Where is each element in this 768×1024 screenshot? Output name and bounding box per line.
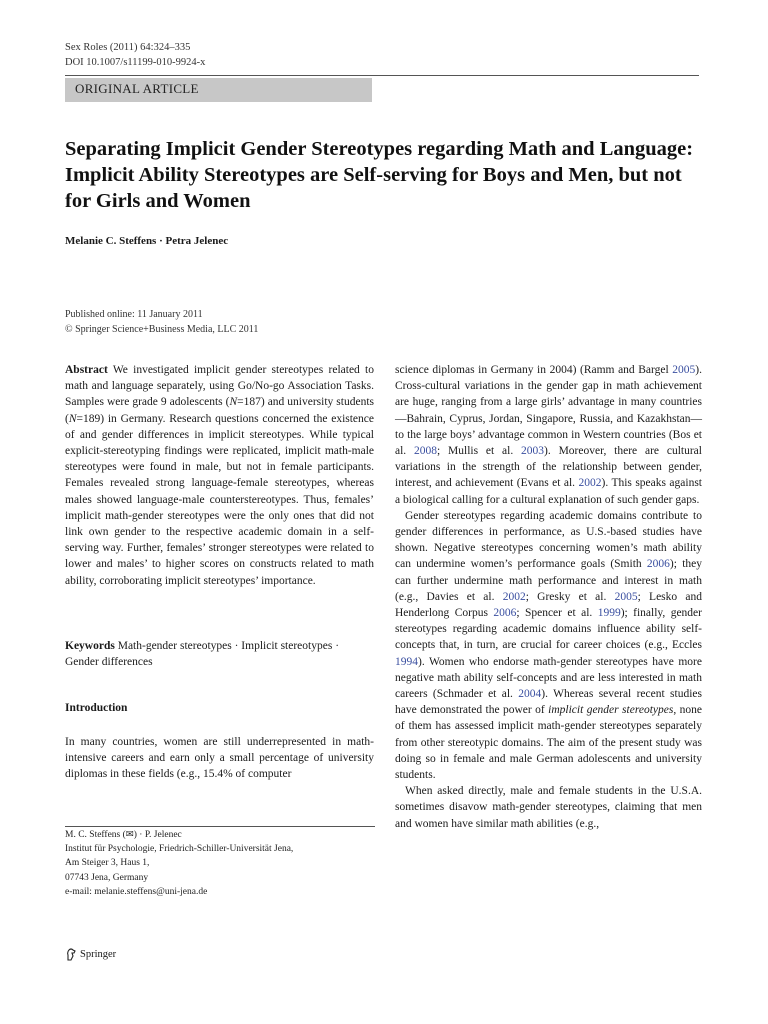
paragraph-1: science diplomas in Germany in 2004) (Ramm and Bargel 2005). Cross-cultural variations in the gender gap in math achievement are huge, ranging from a large girls’ advantage in many countries—Bahrain, Cyprus, Jordan, Singapore, Russia, and Kazakhstan—to the large boys’ advantage common in Western countries (Bos et al. 2008; Mullis et al. 2003). Moreover, there are cultural variations in the strength of the relationship between gender, interest, and achievement (Evans et al. 2002). This speaks against a biological calling for a cultural explanation of such gender gaps. [395, 364, 702, 506]
citation-link[interactable]: 2002 [578, 477, 602, 490]
doi[interactable]: DOI 10.1007/s11199-010-9924-x [65, 57, 206, 68]
footnote-rule [65, 826, 375, 827]
copyright: © Springer Science+Business Media, LLC 2011 [65, 324, 259, 335]
citation-link[interactable]: 1999 [597, 607, 621, 620]
paragraph-2: Gender stereotypes regarding academic domains contribute to gender differences in performance, as U.S.-based studies have shown. Negative stereotypes concerning women’s math ability can undermine women’s performance goals (Smith 2006); they can further undermine math performance and interest in math (e.g., Davies et al. 2002; Gresky et al. 2005; Lesko and Henderlong Corpus 2006; Spencer et al. 1999); finally, gender stereotypes regarding academic domains influence ability self-concepts that, in turn, are crucial for career choices (e.g., Eccles 1994). Women who endorse math-gender stereotypes have more negative math ability self-concepts and are less interested in math careers (Schmader et al. 2004). Whereas several recent studies have demonstrated the power of implicit gender stereotypes, none of them has assessed implicit math-gender stereotypes separately from other stereotypic domains. The aim of the present study was doing so in female and male German adolescents and university students. [395, 509, 703, 782]
paragraph-3: When asked directly, male and female students in the U.S.A. sometimes disavow math-gender stereotypes, claiming that men and women have similar math abilities (e.g., [395, 785, 702, 830]
paper-title: Separating Implicit Gender Stereotypes regarding Math and Language: Implicit Ability Stereotypes are Self-serving for Boys and Men, but not for Girls and Women [65, 138, 694, 212]
right-column [395, 362, 702, 832]
citation-link[interactable]: 2006 [493, 607, 517, 620]
article-type-banner [65, 78, 372, 102]
publisher-logo [65, 948, 116, 961]
citation-link[interactable]: 1994 [395, 655, 418, 668]
citation-link[interactable]: 2008 [414, 445, 438, 458]
intro-paragraph: In many countries, women are still underrepresented in math-intensive careers and earn only a small percentage of university diplomas in these fields (e.g., 15.4% of computer [65, 736, 374, 781]
publication-info [65, 307, 258, 337]
keywords [65, 638, 374, 670]
author-footnote: M. C. Steffens (✉) · P. Jelenec Institut für Psychologie, Friedrich-Schiller-Universität Jena, Am Steiger 3, Haus 1, 07743 Jena, Germany e-mail: melanie.steffens@uni-jena.de [65, 828, 293, 899]
keywords-text: Math-gender stereotypes · Implicit stereotypes · Gender differences [65, 640, 340, 669]
citation-link[interactable]: 2004 [518, 688, 542, 701]
publisher-name: Springer [80, 949, 117, 960]
section-heading-introduction: Introduction [65, 702, 128, 714]
springer-horse-icon [65, 948, 77, 961]
citation-link[interactable]: 2006 [646, 558, 670, 571]
published-online: Published online: 11 January 2011 [65, 309, 203, 320]
article-type: ORIGINAL ARTICLE [75, 81, 199, 96]
abstract: Abstract We investigated implicit gender stereotypes related to math and language separately, using Go/No-go Association Tasks. Samples were grade 9 adolescents (N=187) and university students (N=189) in Germany. Research questions concerned the existence of and gender differences in implicit stereotypes. While typical explicit-stereotyping findings were replicated, implicit math-male stereotypes were found in male, but not in female participants. Females revealed strong language-female stereotypes, whereas males showed language-male counterstereotypes. Thus, females’ implicit math-gender stereotypes were the only ones that did not link own gender to the respective academic domain in a self-serving way. Further, females’ stronger stereotypes were related to lower and males’ to higher scores on constructs related to math ability, corroborating implicit stereotypes’ importance. [65, 364, 374, 587]
keywords-label: Keywords [65, 640, 115, 652]
journal-citation [65, 40, 205, 70]
journal-line: Sex Roles (2011) 64:324–335 [65, 42, 191, 53]
authors: Melanie C. Steffens · Petra Jelenec [65, 235, 229, 247]
header-rule [65, 75, 699, 76]
author-email[interactable]: e-mail: melanie.steffens@uni-jena.de [65, 886, 208, 897]
citation-link[interactable]: 2005 [672, 364, 696, 376]
citation-link[interactable]: 2002 [502, 590, 526, 603]
citation-link[interactable]: 2003 [521, 445, 545, 458]
abstract-label: Abstract [65, 364, 108, 376]
citation-link[interactable]: 2005 [614, 590, 638, 603]
